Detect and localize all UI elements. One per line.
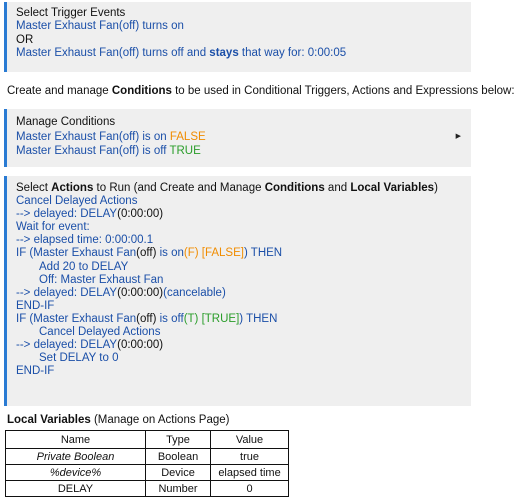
condition-item: Master Exhaust Fan(off) is off TRUE [16,145,201,158]
local-variables-title: Local Variables (Manage on Actions Page) [7,414,230,426]
variable-value: 0 [211,481,289,497]
action-line: --> delayed: DELAY(0:00:00)(cancelable) [16,286,226,299]
action-line: --> delayed: DELAY(0:00:00) [16,339,164,352]
action-line: IF (Master Exhaust Fan(off) is off(T) [TRUE]) THEN [16,312,278,325]
action-line: Add 20 to DELAY [39,260,129,273]
triangle-right-icon[interactable]: ▶ [455,133,461,140]
variable-name: DELAY [6,481,146,497]
conditions-description: Create and manage Conditions to be used in Conditional Triggers, Actions and Expressions below: [7,85,515,97]
variable-type: Boolean [146,449,211,465]
table-row[interactable] [6,481,289,497]
action-line: END-IF [16,299,55,312]
column-header-value: Value [211,431,289,449]
local-variables-table[interactable] [5,430,289,497]
variable-value: true [211,449,289,465]
action-line: Wait for event: [16,221,90,234]
action-line: Set DELAY to 0 [39,352,119,365]
column-header-type: Type [146,431,211,449]
actions-panel[interactable] [4,176,471,406]
action-line: --> elapsed time: 0:00:00.1 [16,234,154,247]
actions-title: Select Actions to Run (and Create and Manage Conditions and Local Variables) [16,182,438,194]
action-line: END-IF [16,365,55,378]
manage-conditions-title: Manage Conditions [16,116,116,128]
column-header-name: Name [6,431,146,449]
table-header-row [6,431,289,449]
table-row[interactable] [6,449,289,465]
variable-type: Device [146,465,211,481]
condition-item: Master Exhaust Fan(off) is on FALSE [16,130,206,143]
trigger-events-title: Select Trigger Events [16,7,126,19]
trigger-event-1: Master Exhaust Fan(off) turns on [16,20,184,33]
action-line: Off: Master Exhaust Fan [39,273,164,286]
variable-name: %device% [6,465,146,481]
action-line: --> delayed: DELAY(0:00:00) [16,208,164,221]
action-line: Cancel Delayed Actions [16,195,138,208]
action-line: IF (Master Exhaust Fan(off) is on(F) [FALSE]) THEN [16,247,283,260]
trigger-events-panel[interactable] [4,2,471,72]
action-line: Cancel Delayed Actions [39,326,161,339]
manage-conditions-panel[interactable] [4,109,471,167]
trigger-event-2: Master Exhaust Fan(off) turns off and stays that way for: 0:00:05 [16,47,347,60]
variable-name: Private Boolean [6,449,146,465]
trigger-or-label: OR [16,33,34,46]
variable-value: elapsed time [211,465,289,481]
table-row[interactable] [6,465,289,481]
variable-type: Number [146,481,211,497]
